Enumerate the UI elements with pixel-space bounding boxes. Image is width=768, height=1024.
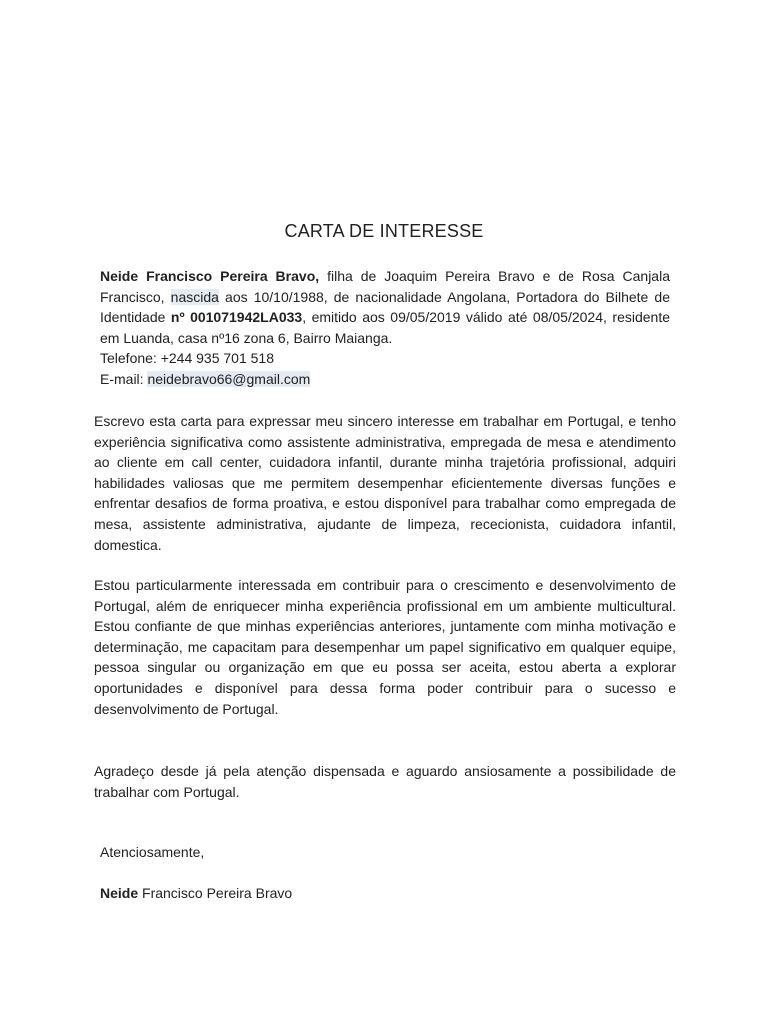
document-title: CARTA DE INTERESSE (284, 221, 484, 241)
applicant-name: Neide Francisco Pereira Bravo, (100, 268, 320, 284)
signature-first-name: Neide (100, 885, 139, 901)
email-label: E-mail: (100, 370, 148, 387)
paragraph-thanks: Agradeço desde já pela atenção dispensada e aguardo ansiosamente a possibilidade de trabalhar com Portugal. (94, 763, 676, 800)
email-line (100, 369, 670, 390)
paragraph-contribution: Estou particularmente interessada em contribuir para o crescimento e desenvolvimento de Portugal, além de enriquecer minha experiência profissional em um ambiente multicultural. Estou confiante de que minhas experiências anteriores, juntamente com minha motivação e determinação, me capacitam para desempenhar um papel significativo em qualquer equipe, pessoa singular ou organização em que eu possa ser aceita, estou aberta a explorar oportunidades e disponível para dessa forma poder contribuir para o sucesso e desenvolvimento de Portugal. (94, 577, 676, 717)
signature-name (100, 885, 292, 901)
email-link[interactable]: neidebravo66@gmail.com (147, 370, 311, 387)
paragraph-interest: Escrevo esta carta para expressar meu sincero interesse em trabalhar em Portugal, e tenho experiência significativa como assistente administrativa, empregada de mesa e atendimento ao cliente em call center, cuidadora infantil, durante minha trajetória profissional, adquiri habilidades valiosas que me permitem desempenhar eficientemente diversas funções e enfrentar desafios de forma proativa, e estou disponível para trabalhar como empregada de mesa, assistente administrativa, ajudante de limpeza, rececionista, cuidadora infantil, domestica. (94, 413, 676, 553)
intro-text-birth: aos 10/10/1988, de nacionalidade Angolana, Portadora do Bilhete de Identidade (100, 288, 670, 325)
intro-text-residence: , emitido aos 09/05/2019 válido até 08/05/2024, residente em Luanda, casa nº16 zona 6, Bairro Maianga. (100, 309, 670, 346)
phone-line: Telefone: +244 935 701 518 (100, 350, 274, 366)
highlighted-word-nascida: nascida (170, 288, 219, 305)
identification-paragraph (100, 266, 670, 348)
intro-text-parents: filha de Joaquim Pereira Bravo e de Rosa Canjala Francisco, (100, 268, 670, 305)
identification-block (100, 266, 670, 389)
id-number: nº 001071942LA033 (170, 309, 303, 325)
signature-rest-name: Francisco Pereira Bravo (138, 885, 293, 901)
closing-salutation: Atenciosamente, (100, 844, 205, 860)
